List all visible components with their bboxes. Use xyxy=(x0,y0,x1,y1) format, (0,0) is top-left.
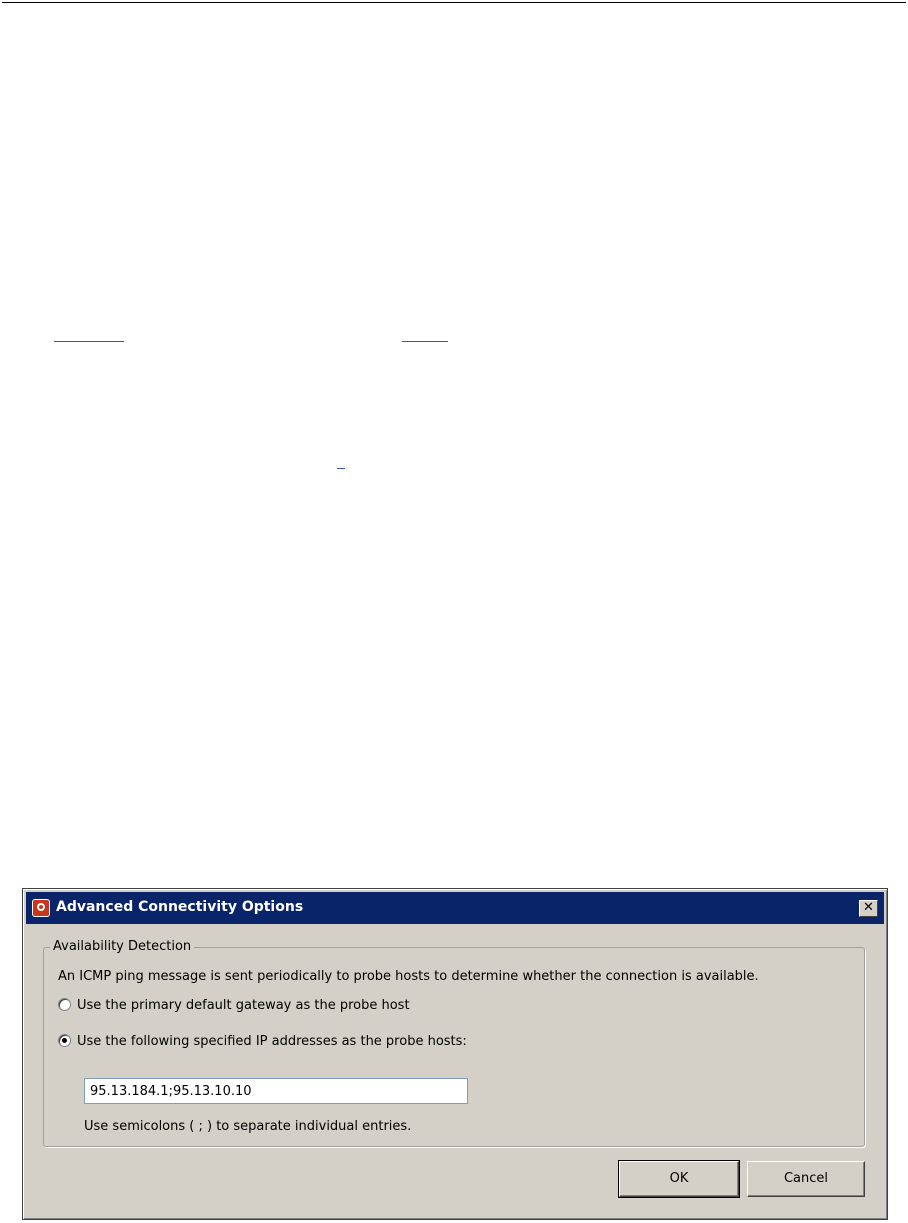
link-underline xyxy=(337,468,345,469)
radio-specified-ips[interactable] xyxy=(58,1034,467,1049)
link-underline xyxy=(402,341,448,342)
page-top-rule xyxy=(2,2,906,3)
ok-button[interactable]: OK xyxy=(619,1161,739,1197)
app-icon xyxy=(32,899,50,917)
group-description: An ICMP ping message is sent periodically to probe hosts to determine whether the connection is available. xyxy=(58,969,759,984)
radio-default-gateway[interactable] xyxy=(58,998,410,1013)
link-underline xyxy=(54,341,124,342)
probe-hosts-input[interactable] xyxy=(84,1078,468,1104)
separator-hint: Use semicolons ( ; ) to separate individual entries. xyxy=(84,1119,412,1134)
close-icon: ✕ xyxy=(863,900,874,915)
advanced-connectivity-dialog xyxy=(22,888,888,1220)
radio-label: Use the primary default gateway as the probe host xyxy=(77,998,410,1013)
radio-button[interactable] xyxy=(58,998,71,1011)
radio-button[interactable] xyxy=(58,1034,71,1047)
availability-detection-group xyxy=(43,939,865,1147)
radio-label: Use the following specified IP addresses as the probe hosts: xyxy=(77,1034,467,1049)
group-legend: Availability Detection xyxy=(50,939,194,954)
title-bar[interactable] xyxy=(26,892,884,924)
cancel-button[interactable]: Cancel xyxy=(747,1161,865,1197)
dialog-title: Advanced Connectivity Options xyxy=(56,899,304,915)
close-button[interactable] xyxy=(859,900,878,917)
